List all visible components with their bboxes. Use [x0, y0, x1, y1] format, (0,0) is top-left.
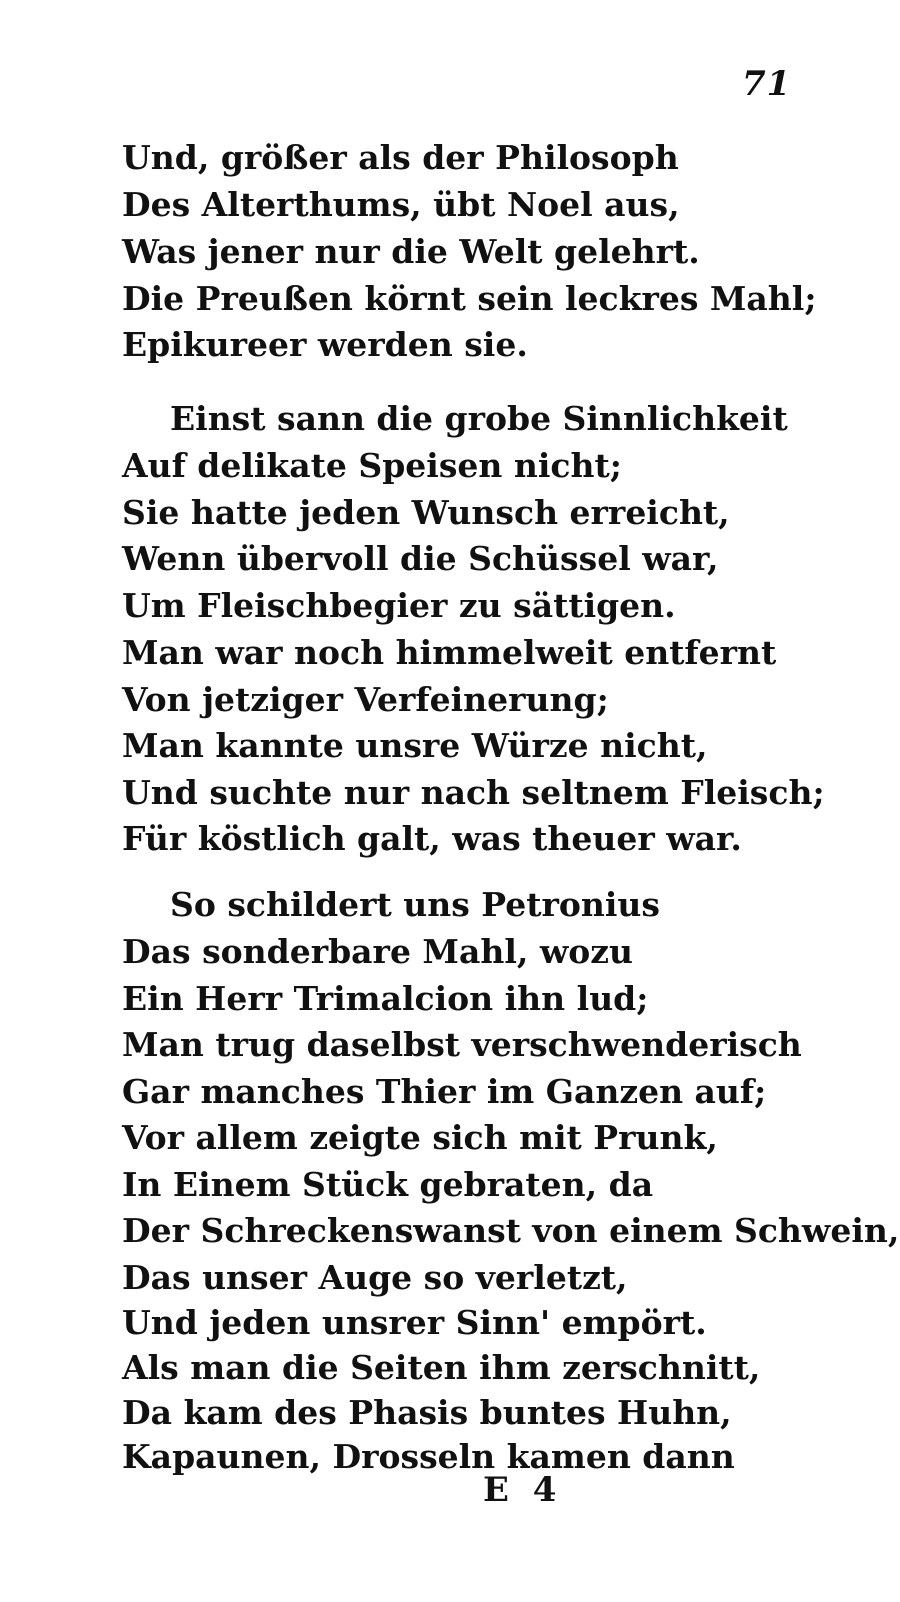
verse-line: Das sonderbare Mahl, wozu — [122, 932, 634, 971]
verse-line: Man war noch himmelweit entfernt — [122, 633, 777, 672]
verse-line: Da kam des Phasis buntes Huhn, — [122, 1393, 732, 1432]
verse-line: Als man die Seiten ihm zerschnitt, — [122, 1348, 761, 1387]
verse-line: Des Alterthums, übt Noel aus, — [122, 185, 680, 224]
verse-line: Das unser Auge so verletzt, — [122, 1258, 628, 1297]
verse-line: Die Preußen körnt sein leckres Mahl; — [122, 279, 817, 318]
verse-line: Sie hatte jeden Wunsch erreicht, — [122, 493, 730, 532]
verse-line: Vor allem zeigte sich mit Prunk, — [122, 1118, 718, 1157]
verse-line: Man trug daselbst verschwenderisch — [122, 1025, 802, 1064]
verse-line: Und, größer als der Philosoph — [122, 138, 679, 177]
verse-line: Um Fleischbegier zu sättigen. — [122, 586, 676, 625]
verse-line: In Einem Stück gebraten, da — [122, 1165, 654, 1204]
verse-line: Für köstlich galt, was theuer war. — [122, 819, 742, 858]
verse-line: Von jetziger Verfeinerung; — [122, 680, 609, 719]
verse-line: Gar manches Thier im Ganzen auf; — [122, 1072, 767, 1111]
verse-line: Kapaunen, Drosseln kamen dann — [122, 1437, 735, 1476]
verse-line: Was jener nur die Welt gelehrt. — [122, 232, 700, 271]
verse-line: Epikureer werden sie. — [122, 325, 528, 364]
verse-line: Und suchte nur nach seltnem Fleisch; — [122, 773, 825, 812]
signature-mark: E 4 — [483, 1470, 563, 1510]
page-number: 71 — [742, 64, 792, 104]
verse-line: Einst sann die grobe Sinnlichkeit — [170, 399, 788, 438]
verse-line: Der Schreckenswanst von einem Schwein, — [122, 1211, 900, 1250]
verse-line: Man kannte unsre Würze nicht, — [122, 726, 708, 765]
verse-line: Ein Herr Trimalcion ihn lud; — [122, 979, 649, 1018]
verse-line: Wenn übervoll die Schüssel war, — [122, 539, 719, 578]
verse-line: Auf delikate Speisen nicht; — [122, 446, 622, 485]
verse-line: So schildert uns Petronius — [170, 885, 660, 924]
verse-line: Und jeden unsrer Sinn' empört. — [122, 1303, 707, 1342]
